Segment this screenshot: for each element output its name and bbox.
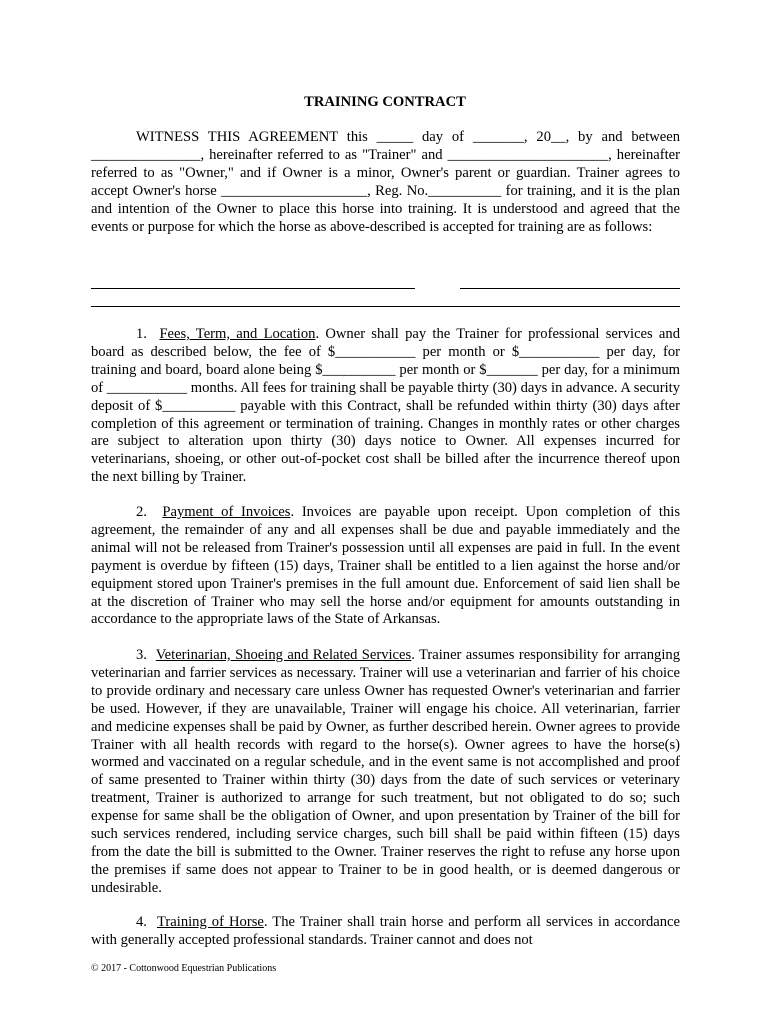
section-body: . Owner shall pay the Trainer for professional services and board as described below, the fee of $___________ per month or $___________ per day, for training and board, board alone being $__________ per month or $_______ per day, for a minimum of ___________ months. All fees for training shall be payable thirty (30) days in advance. A security deposit of $__________ payable with this Contract, shall be refunded within thirty (30) days after completion of this agreement or termination of training. Changes in monthly rates or other charges are subject to alteration upon thirty (30) days notice to Owner. All expenses incurred for veterinarians, shoeing, or other out-of-pocket cost shall be billed after the incurrence thereof upon the next billing by Trainer. [91,326,681,486]
blank-line-1a[interactable] [91,288,415,289]
section-body: . Invoices are payable upon receipt. Upon completion of this agreement, the remainder of any and all expenses shall be due and payable immediately and the animal will not be released from Trainer's possession until all expenses are paid in full. In the event payment is overdue by fifteen (15) days, Trainer shall be entitled to a lien against the horse and/or equipment stored upon Trainer's premises in the full amount due. Enforcement of said lien shall be at the discretion of Trainer who may sell the horse and/or equipment for amounts outstanding in accordance to the appropriate laws of the State of Arkansas. [91,504,680,628]
section-training [91,914,680,950]
section-heading: Fees, Term, and Location [159,326,316,342]
section-heading: Training of Horse [157,914,264,930]
document-title: TRAINING CONTRACT [304,94,466,110]
section-number: 1. [136,326,147,342]
section-body: . The Trainer shall train horse and perform all services in accordance with generally accepted professional standards. Trainer cannot and does not [91,914,681,948]
copyright-footer: © 2017 - Cottonwood Equestrian Publications [91,963,277,974]
section-number: 3. [136,647,147,663]
section-number: 4. [136,914,147,930]
blank-line-2[interactable] [91,306,680,307]
section-payment [91,504,680,629]
section-heading: Veterinarian, Shoeing and Related Services [155,647,412,663]
section-body: . Trainer assumes responsibility for arranging veterinarian and farrier services as necessary. Trainer will use a veterinarian and farrier of his choice to provide ordinary and necessary care unless Owner has requested Owner's veterinarian and farrier be used. However, if they are unavailable, Trainer will engage his choice. All veterinarian, farrier and medicine expenses shall be paid by Owner, as further described herein. Owner agrees to provide Trainer with all health records with regard to the horse(s). Owner agrees to have the horse(s) wormed and vaccinated on a regular schedule, and in the event same is not accomplished and proof of same presented to Trainer within thirty (30) days from the date of such services or veterinary treatment, Trainer is authorized to arrange for such treatment, but not obligated to do so; such expense for same shall be the obligation of Owner, and upon presentation by Trainer of the bill for such services rendered, including service charges, such bill shall be paid within fifteen (15) days from the date the bill is submitted to the Owner. Trainer reserves the right to refuse any horse upon the premises if same does not appear to Trainer to be in good health, or is deemed dangerous or undesirable. [91,647,681,896]
blank-line-1b[interactable] [460,288,680,289]
section-fees [91,326,680,487]
section-number: 2. [136,504,147,520]
section-veterinarian [91,647,680,898]
section-heading: Payment of Invoices [162,504,291,520]
intro-paragraph [91,129,680,236]
intro-text: WITNESS THIS AGREEMENT this _____ day of _______, 20__, by and between _______________, hereinafter referred to as "Trainer" and ______________________, hereinafter referred to as "Owner," and if Owner is a minor, Owner's parent or guardian. Trainer agrees to accept Owner's horse ____________________, Reg. No.__________ for training, and it is the plan and intention of the Owner to place this horse into training. It is understood and agreed that the events or purpose for which the horse as above-described is accepted for training are as follows: [91,129,680,235]
